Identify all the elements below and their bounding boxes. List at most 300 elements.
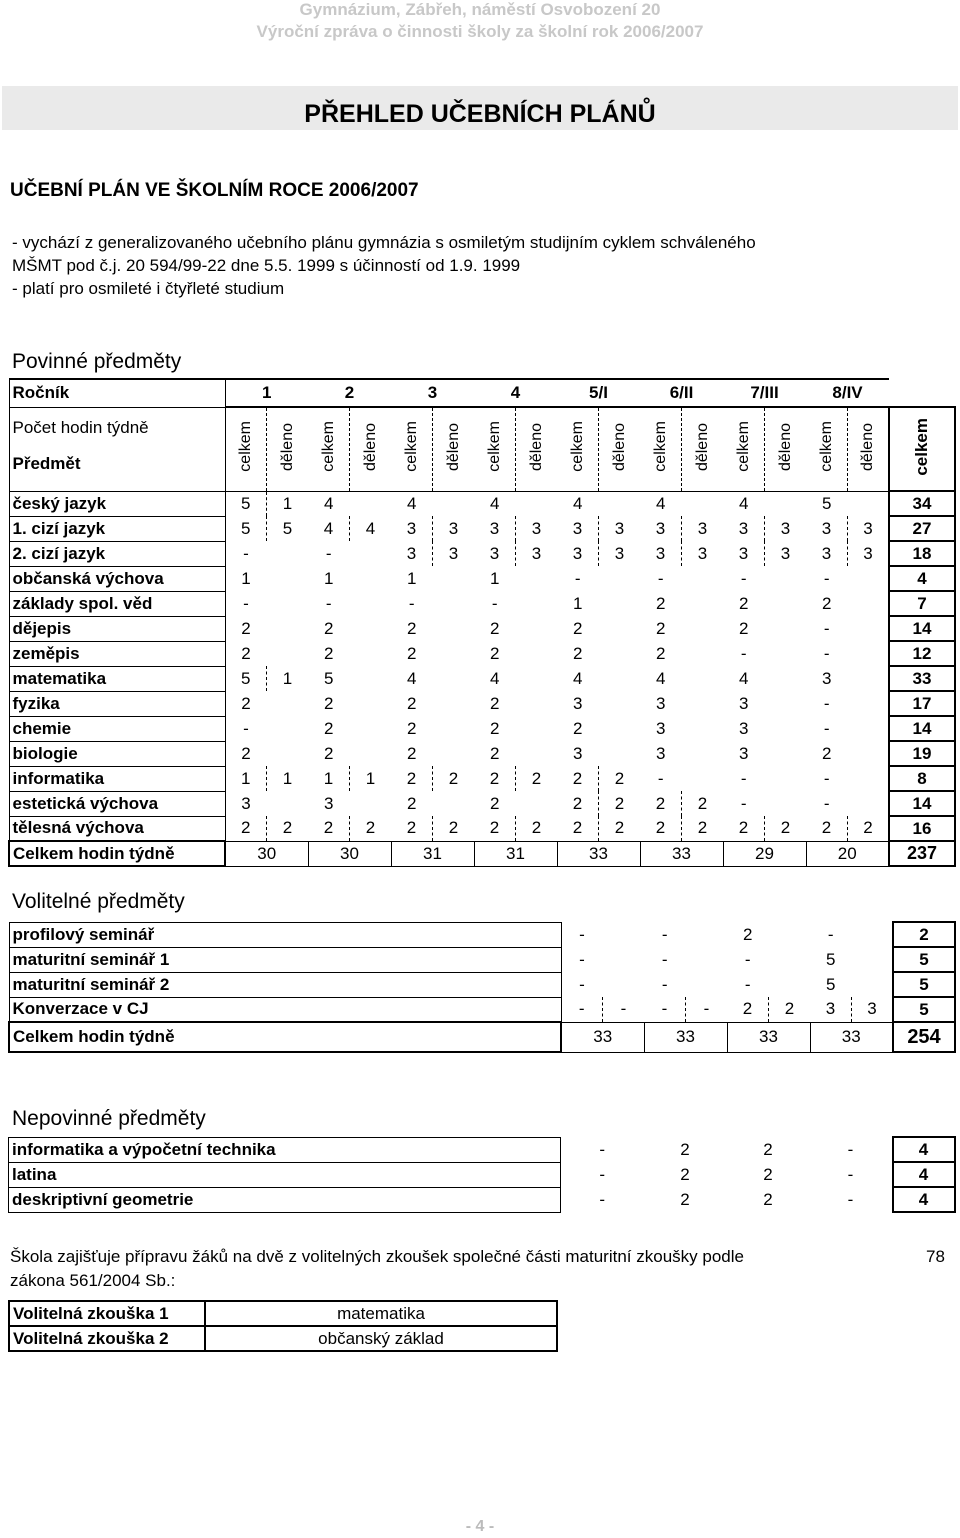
hour-cell: 2: [557, 816, 599, 841]
hour-cell: [765, 616, 807, 641]
hour-cell: 3: [391, 541, 433, 566]
hour-cell: [765, 716, 807, 741]
hour-cell: [603, 922, 645, 947]
subject-name: informatika a výpočetní technika: [9, 1137, 561, 1162]
subject-total: 7: [889, 591, 955, 616]
hour-cell: -: [661, 924, 668, 944]
hour-cell: [848, 741, 890, 766]
section-subtitle: UČEBNÍ PLÁN VE ŠKOLNÍM ROCE 2006/2007: [10, 180, 419, 201]
grade-3: 3: [391, 379, 474, 407]
subject-total: 12: [889, 641, 955, 666]
hour-cell: 3: [474, 516, 516, 541]
hour-cell: 3: [806, 516, 848, 541]
col-label: děleno: [444, 422, 462, 471]
hour-cell: -: [243, 718, 249, 738]
hour-cell: -: [823, 718, 830, 738]
subject-total: 8: [889, 766, 955, 791]
subject-total: 4: [893, 1162, 955, 1187]
hour-cell: 2: [697, 793, 708, 813]
footnote-ref: 78: [926, 1247, 945, 1266]
col-celkem-7: [723, 407, 765, 491]
hour-cell: -: [325, 543, 332, 563]
col-label: děleno: [361, 422, 379, 471]
table-row: [9, 1162, 955, 1187]
grand-total: 254: [893, 1022, 955, 1052]
hour-cell: -: [408, 593, 415, 613]
hour-cell: 1: [225, 766, 267, 791]
exam-value: občanský základ: [205, 1326, 557, 1351]
hour-cell: -: [740, 568, 747, 588]
hour-cell: 2: [656, 618, 666, 638]
hour-cell: [516, 666, 558, 691]
hour-cell: 2: [407, 743, 417, 763]
hour-cell: [765, 491, 807, 516]
table-row: [9, 791, 955, 816]
hour-cell: 2: [640, 816, 682, 841]
hour-cell: 3: [557, 541, 599, 566]
hour-cell: [852, 947, 894, 972]
hour-cell: 3: [739, 743, 749, 763]
table-row: [9, 997, 955, 1022]
hour-cell: 2: [391, 766, 433, 791]
sum-value: 33: [640, 841, 723, 866]
hour-cell: 3: [640, 541, 682, 566]
hour-cell: 2: [573, 718, 583, 738]
col-label: celkem: [319, 421, 337, 473]
hour-cell: 3: [723, 541, 765, 566]
hour-cell: 2: [282, 818, 293, 838]
hour-cell: 3: [573, 743, 583, 763]
hour-cell: [267, 591, 309, 616]
hour-cell: -: [661, 949, 668, 969]
exam-label: Volitelná zkouška 2: [9, 1326, 205, 1351]
col-celkem-4: [474, 407, 516, 491]
hour-cell: 2: [614, 818, 625, 838]
hour-cell: 2: [241, 618, 251, 638]
hour-cell: [267, 641, 309, 666]
header-report: Výroční zpráva o činnosti školy za školní rok 2006/2007: [256, 22, 704, 41]
hour-cell: [350, 641, 392, 666]
hour-cell: 2: [680, 1139, 690, 1159]
hour-cell: 3: [656, 693, 666, 713]
sum-label: Celkem hodin týdně: [9, 1022, 561, 1052]
hour-cell: 2: [763, 1139, 773, 1159]
subject-total: 17: [889, 691, 955, 716]
col-label: celkem: [817, 421, 835, 473]
table-row: [9, 766, 955, 791]
hour-cell: -: [599, 1164, 606, 1184]
hour-cell: 2: [324, 718, 334, 738]
elective-table: [8, 921, 956, 1053]
hour-cell: 2: [407, 643, 417, 663]
sum-value: 31: [474, 841, 557, 866]
hour-cell: 1: [573, 593, 583, 613]
col-celkem-3: [391, 407, 433, 491]
hour-cell: 3: [863, 518, 873, 538]
hour-cell: 2: [822, 743, 832, 763]
hour-cell: [599, 566, 641, 591]
col-label: děleno: [610, 422, 628, 471]
hour-cell: [516, 641, 558, 666]
hour-cell: -: [744, 974, 751, 994]
hour-cell: [765, 791, 807, 816]
hour-cell: -: [703, 999, 710, 1019]
hour-cell: [852, 972, 894, 997]
hour-cell: -: [243, 543, 249, 563]
hour-cell: [433, 691, 475, 716]
subject-total: 5: [893, 997, 955, 1022]
hour-cell: -: [561, 997, 603, 1022]
col-celkem-2: [308, 407, 350, 491]
table-row: [9, 566, 955, 591]
subject-total: 14: [889, 791, 955, 816]
subject-total: 18: [889, 541, 955, 566]
total-label: celkem: [912, 417, 932, 476]
grade-7: 7/III: [723, 379, 806, 407]
hour-cell: -: [574, 568, 581, 588]
hour-cell: 3: [614, 518, 625, 538]
subject-name: matematika: [9, 666, 225, 691]
hour-cell: [433, 666, 475, 691]
hour-cell: [433, 716, 475, 741]
hour-cell: [852, 922, 894, 947]
subject-name: 1. cizí jazyk: [9, 516, 225, 541]
sum-value: 33: [644, 1022, 727, 1052]
hour-cell: [848, 491, 890, 516]
subject-name: biologie: [9, 741, 225, 766]
hour-cell: [599, 716, 641, 741]
hour-cell: 3: [739, 718, 749, 738]
hour-cell: -: [579, 974, 585, 994]
col-label: děleno: [527, 422, 545, 471]
hour-cell: 2: [614, 793, 625, 813]
hour-cell: -: [491, 593, 498, 613]
col-label: děleno: [776, 422, 794, 471]
col-celkem-8: [806, 407, 848, 491]
hour-cell: [769, 922, 811, 947]
hour-cell: 3: [806, 541, 848, 566]
col-deleno-1: [267, 407, 309, 491]
hour-cell: 3: [241, 793, 251, 813]
table-row: [9, 816, 955, 841]
subject-total: 14: [889, 716, 955, 741]
hour-cell: 2: [656, 643, 666, 663]
hour-cell: [599, 591, 641, 616]
bullet-1: - vychází z generalizovaného učebního plánu gymnázia s osmiletým studijním cyklem schváleného: [12, 233, 756, 252]
hour-cell: [433, 591, 475, 616]
table-row: [9, 1187, 955, 1212]
hour-cell: [350, 541, 392, 566]
hour-cell: -: [827, 924, 834, 944]
hours-label: Počet hodin týdně: [12, 417, 149, 437]
row-label: Ročník: [9, 379, 225, 407]
hour-cell: -: [847, 1189, 854, 1209]
hour-cell: 1: [365, 768, 376, 788]
hour-cell: 2: [324, 693, 334, 713]
exam-value: matematika: [205, 1301, 557, 1326]
hour-cell: [350, 591, 392, 616]
subject-total: 5: [893, 972, 955, 997]
sum-value: 20: [806, 841, 889, 866]
col-label: děleno: [859, 422, 877, 471]
hour-cell: 2: [474, 766, 516, 791]
hour-cell: 2: [308, 816, 350, 841]
col-deleno-7: [765, 407, 807, 491]
hour-cell: -: [823, 793, 830, 813]
sum-label: Celkem hodin týdně: [9, 841, 225, 866]
hour-cell: [686, 947, 728, 972]
sum-value: 30: [308, 841, 391, 866]
col-label: celkem: [568, 421, 586, 473]
grade-8: 8/IV: [806, 379, 889, 407]
hour-cell: 4: [573, 493, 583, 513]
hour-cell: [848, 641, 890, 666]
hour-cell: [516, 566, 558, 591]
grade-total-blank: [889, 379, 955, 407]
hour-cell: 3: [656, 718, 666, 738]
hour-cell: -: [599, 1139, 606, 1159]
sum-value: 29: [723, 841, 806, 866]
hour-cell: -: [740, 768, 747, 788]
sum-row: [9, 841, 955, 866]
hour-cell: 2: [490, 618, 500, 638]
hour-cell: 2: [763, 1189, 773, 1209]
hour-cell: 2: [241, 643, 251, 663]
hour-cell: [267, 691, 309, 716]
subject-total: 16: [889, 816, 955, 841]
hour-cell: 2: [557, 766, 599, 791]
exam-table: [8, 1300, 558, 1352]
optional-table: [8, 1136, 956, 1213]
sum-value: 33: [810, 1022, 893, 1052]
hour-cell: 1: [241, 568, 251, 588]
hour-cell: 2: [474, 816, 516, 841]
subject-name: estetická výchova: [9, 791, 225, 816]
hour-cell: 4: [656, 668, 666, 688]
hour-cell: 1: [282, 768, 293, 788]
hour-cell: 3: [739, 693, 749, 713]
hour-cell: 3: [810, 997, 852, 1022]
hour-cell: [599, 616, 641, 641]
hours-subject-label: [9, 407, 225, 491]
subject-total: 5: [893, 947, 955, 972]
hour-cell: 2: [365, 818, 376, 838]
hour-cell: 2: [407, 618, 417, 638]
hour-cell: [599, 641, 641, 666]
hour-cell: 4: [365, 518, 376, 538]
grade-4: 4: [474, 379, 557, 407]
hour-cell: 4: [490, 493, 500, 513]
subject-name: maturitní seminář 2: [9, 972, 561, 997]
hour-cell: [682, 591, 724, 616]
subject-name: dějepis: [9, 616, 225, 641]
hour-cell: -: [657, 568, 664, 588]
hour-cell: [599, 741, 641, 766]
hour-cell: 3: [863, 543, 873, 563]
subject-label: Předmět: [12, 453, 81, 473]
hour-cell: [848, 691, 890, 716]
grade-row: [9, 379, 955, 407]
hour-cell: 2: [324, 743, 334, 763]
col-label: celkem: [402, 421, 420, 473]
hour-cell: 2: [241, 693, 251, 713]
hour-cell: [682, 491, 724, 516]
hour-cell: -: [847, 1139, 854, 1159]
hour-cell: 2: [324, 618, 334, 638]
hour-cell: [682, 616, 724, 641]
subject-total: 2: [893, 922, 955, 947]
table-row: [9, 641, 955, 666]
col-label: celkem: [651, 421, 669, 473]
hour-cell: [267, 616, 309, 641]
hour-cell: [350, 716, 392, 741]
hour-cell: 3: [780, 543, 791, 563]
hour-cell: 2: [573, 618, 583, 638]
optional-title: Nepovinné předměty: [12, 1107, 206, 1130]
hour-cell: 2: [407, 718, 417, 738]
hour-cell: 2: [739, 618, 749, 638]
hour-cell: 3: [614, 543, 625, 563]
hour-cell: [433, 616, 475, 641]
hour-cell: [267, 716, 309, 741]
hour-cell: 2: [241, 743, 251, 763]
hour-cell: 2: [490, 643, 500, 663]
grade-1: 1: [225, 379, 308, 407]
hour-cell: 2: [614, 768, 625, 788]
hour-cell: 3: [780, 518, 791, 538]
hour-cell: -: [243, 593, 249, 613]
hour-cell: [267, 541, 309, 566]
hour-cell: 2: [407, 693, 417, 713]
hour-cell: [350, 691, 392, 716]
hour-cell: 2: [727, 997, 769, 1022]
col-celkem-5: [557, 407, 599, 491]
hour-cell: [516, 741, 558, 766]
subject-total: 4: [893, 1187, 955, 1212]
grade-2: 2: [308, 379, 391, 407]
page-title: PŘEHLED UČEBNÍCH PLÁNŮ: [2, 86, 958, 130]
hour-cell: [516, 591, 558, 616]
table-row: [9, 541, 955, 566]
hour-cell: [765, 691, 807, 716]
col-deleno-6: [682, 407, 724, 491]
hour-cell: 3: [822, 668, 832, 688]
hour-cell: 2: [680, 1164, 690, 1184]
table-row: [9, 691, 955, 716]
subject-name: tělesná výchova: [9, 816, 225, 841]
hour-cell: [603, 972, 645, 997]
hour-cell: -: [823, 643, 830, 663]
hour-cell: -: [599, 1189, 606, 1209]
subject-name: fyzika: [9, 691, 225, 716]
table-row: [9, 616, 955, 641]
subject-name: občanská výchova: [9, 566, 225, 591]
note-line1: Škola zajišťuje přípravu žáků na dvě z volitelných zkoušek společné části maturitní zkoušky podle: [10, 1247, 744, 1266]
exam-row: [9, 1326, 557, 1351]
subject-name: Konverzace v CJ: [9, 997, 561, 1022]
hour-cell: 2: [780, 818, 791, 838]
hour-cell: -: [740, 643, 747, 663]
hour-cell: 4: [490, 668, 500, 688]
hour-cell: 3: [573, 693, 583, 713]
subject-name: maturitní seminář 1: [9, 947, 561, 972]
hour-cell: -: [657, 768, 664, 788]
hour-cell: 2: [557, 791, 599, 816]
hour-cell: 4: [739, 668, 749, 688]
hour-cell: 3: [697, 518, 708, 538]
col-label: děleno: [693, 422, 711, 471]
subject-total: 4: [889, 566, 955, 591]
hour-cell: [682, 741, 724, 766]
hour-cell: 2: [697, 818, 708, 838]
table-row: [9, 947, 955, 972]
hour-cell: 2: [490, 793, 500, 813]
note-line2: zákona 561/2004 Sb.:: [10, 1271, 176, 1290]
hour-cell: [686, 972, 728, 997]
table-row: [9, 922, 955, 947]
hour-cell: 5: [225, 516, 267, 541]
subject-name: český jazyk: [9, 491, 225, 516]
hour-cell: [433, 741, 475, 766]
hour-cell: [603, 947, 645, 972]
hour-cell: 2: [573, 643, 583, 663]
hour-cell: 4: [656, 493, 666, 513]
hour-cell: 2: [763, 1164, 773, 1184]
hour-cell: 2: [225, 816, 267, 841]
hour-cell: 2: [531, 768, 542, 788]
hour-cell: 3: [474, 541, 516, 566]
col-deleno-3: [433, 407, 475, 491]
hour-cell: 3: [557, 516, 599, 541]
hour-cell: [848, 766, 890, 791]
hour-cell: [516, 491, 558, 516]
exam-row: [9, 1301, 557, 1326]
hour-cell: [769, 947, 811, 972]
hour-cell: [848, 591, 890, 616]
hour-cell: 1: [282, 493, 293, 513]
hour-cell: 1: [282, 668, 293, 688]
table-row: [9, 591, 955, 616]
hour-cell: 3: [697, 543, 708, 563]
subject-name: základy spol. věd: [9, 591, 225, 616]
col-celkem-6: [640, 407, 682, 491]
hour-cell: [848, 716, 890, 741]
hour-cell: [765, 766, 807, 791]
sum-row: [9, 1022, 955, 1052]
table-row: [9, 516, 955, 541]
hour-cell: 2: [407, 793, 417, 813]
hour-cell: 2: [743, 924, 753, 944]
col-label: celkem: [485, 421, 503, 473]
hour-cell: [350, 791, 392, 816]
hour-cell: 2: [531, 818, 542, 838]
hour-cell: 4: [324, 493, 334, 513]
hour-cell: 2: [806, 816, 848, 841]
grade-6: 6/II: [640, 379, 723, 407]
subject-total: 14: [889, 616, 955, 641]
table-row: [9, 491, 955, 516]
hour-cell: 3: [723, 516, 765, 541]
hour-cell: [267, 566, 309, 591]
hour-cell: -: [823, 618, 830, 638]
hour-cell: [350, 491, 392, 516]
hour-cell: 1: [324, 568, 334, 588]
hour-cell: [848, 791, 890, 816]
hour-cell: 2: [640, 791, 682, 816]
hour-cell: 4: [308, 516, 350, 541]
hour-cell: [433, 566, 475, 591]
hour-cell: -: [644, 997, 686, 1022]
